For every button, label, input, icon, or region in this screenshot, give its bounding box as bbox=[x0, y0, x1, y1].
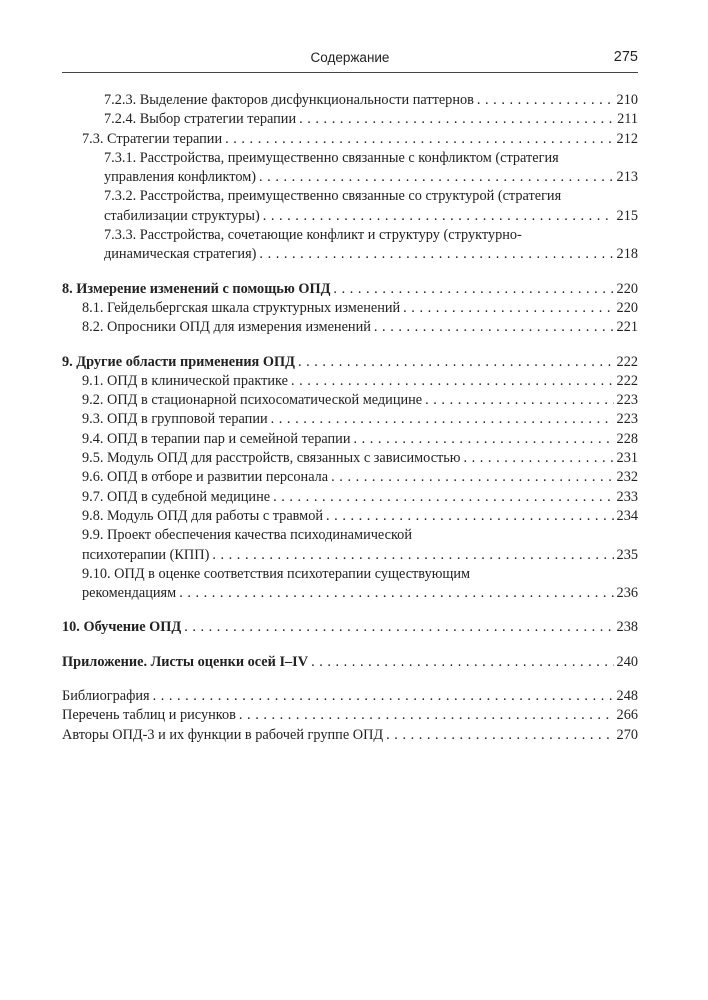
toc-entry-line bbox=[82, 410, 638, 429]
toc-entry[interactable] bbox=[62, 299, 638, 318]
toc-page-number: 215 bbox=[616, 207, 638, 224]
toc-entry[interactable] bbox=[62, 449, 638, 468]
toc-page-number: 233 bbox=[616, 488, 638, 505]
toc-entry[interactable] bbox=[62, 706, 638, 725]
toc-entry[interactable] bbox=[62, 318, 638, 337]
toc-entry-line bbox=[62, 687, 638, 706]
toc-entry-line bbox=[82, 318, 638, 337]
toc-entry-title: динамическая стратегия) bbox=[104, 246, 257, 263]
toc-entry-line bbox=[82, 584, 638, 603]
toc-page-number: 228 bbox=[616, 430, 638, 447]
toc-entry-line bbox=[82, 299, 638, 318]
dot-leader bbox=[403, 299, 613, 318]
toc-page-number: 220 bbox=[616, 299, 638, 316]
toc-entry-line bbox=[62, 706, 638, 725]
toc-page-number: 220 bbox=[616, 280, 638, 297]
toc-entry-line bbox=[62, 726, 638, 745]
toc-entry[interactable] bbox=[62, 187, 638, 226]
toc-entry-line bbox=[104, 110, 638, 129]
dot-leader bbox=[153, 687, 614, 706]
toc-entry-title: рекомендациям bbox=[82, 585, 177, 602]
toc-entry-title: Перечень таблиц и рисунков bbox=[62, 707, 236, 724]
toc-entry[interactable] bbox=[62, 488, 638, 507]
toc-page-number: 234 bbox=[616, 507, 638, 524]
toc-entry[interactable] bbox=[62, 226, 638, 265]
toc-entry-line bbox=[62, 653, 638, 672]
toc-entry-line bbox=[104, 91, 638, 110]
toc-entry-title: 9. Другие области применения ОПД bbox=[62, 353, 295, 370]
toc-entry[interactable] bbox=[62, 687, 638, 706]
toc-entry-title: 7.2.3. Выделение факторов дисфункциональности паттернов bbox=[104, 92, 474, 108]
toc-page-number: 231 bbox=[616, 450, 638, 467]
toc-page-number: 223 bbox=[616, 411, 638, 428]
toc-entry[interactable] bbox=[62, 91, 638, 110]
toc-entry-line bbox=[62, 280, 638, 299]
dot-leader bbox=[298, 353, 614, 372]
toc-entry[interactable] bbox=[62, 507, 638, 526]
toc-entry[interactable] bbox=[62, 280, 638, 299]
dot-leader bbox=[299, 110, 614, 129]
dot-leader bbox=[374, 318, 614, 337]
dot-leader bbox=[184, 618, 613, 637]
toc-entry-line bbox=[104, 226, 638, 245]
toc-entry-title: 9.6. ОПД в отборе и развитии персонала bbox=[82, 469, 329, 486]
toc-entry-line bbox=[62, 618, 638, 637]
toc-page-number: 210 bbox=[616, 92, 638, 108]
toc-entry-line bbox=[82, 546, 638, 565]
dot-leader bbox=[463, 449, 613, 468]
dot-leader bbox=[259, 168, 614, 187]
toc-entry-title: 8.2. Опросники ОПД для измерения изменений bbox=[82, 319, 371, 336]
dot-leader bbox=[331, 468, 613, 487]
toc-page-number: 223 bbox=[616, 392, 638, 409]
toc-entry-line bbox=[104, 149, 638, 168]
toc-page-number: 270 bbox=[616, 726, 638, 743]
toc-entry-title: 9.9. Проект обеспечения качества психодинамической bbox=[82, 527, 412, 544]
toc-entry-title: управления конфликтом) bbox=[104, 169, 257, 186]
toc-entry-title: 9.10. ОПД в оценке соответствия психотерапии существующим bbox=[82, 565, 471, 582]
toc-page-number: 211 bbox=[617, 111, 638, 128]
toc-page-number: 218 bbox=[616, 246, 638, 263]
toc-entry-line bbox=[82, 391, 638, 410]
header-title: Содержание bbox=[310, 50, 390, 65]
toc-entry[interactable] bbox=[62, 565, 638, 604]
toc-entry-title: 7.3. Стратегии терапии bbox=[82, 130, 223, 147]
toc-entry[interactable] bbox=[62, 130, 638, 149]
toc-entry-line bbox=[104, 168, 638, 187]
toc-page-number: 221 bbox=[616, 319, 638, 336]
dot-leader bbox=[225, 130, 613, 149]
toc-entry-title: 9.3. ОПД в групповой терапии bbox=[82, 411, 268, 428]
toc-entry-title: 9.7. ОПД в судебной медицине bbox=[82, 488, 271, 505]
toc-page-number: 236 bbox=[616, 585, 638, 602]
toc-entry-title: 9.8. Модуль ОПД для работы с травмой bbox=[82, 507, 324, 524]
toc-entry[interactable] bbox=[62, 391, 638, 410]
toc-entry-title: 9.1. ОПД в клинической практике bbox=[82, 372, 288, 389]
toc-page-number: 266 bbox=[616, 707, 638, 724]
toc-entry-line bbox=[104, 245, 638, 264]
dot-leader bbox=[311, 653, 613, 672]
toc-entry-title: Приложение. Листы оценки осей I–IV bbox=[62, 653, 309, 670]
toc-entry-title: 10. Обучение ОПД bbox=[62, 619, 182, 636]
dot-leader bbox=[326, 507, 614, 526]
dot-leader bbox=[259, 245, 613, 264]
dot-leader bbox=[291, 372, 614, 391]
toc-entry-title: стабилизации структуры) bbox=[104, 207, 260, 224]
dot-leader bbox=[263, 207, 614, 226]
toc-entry[interactable] bbox=[62, 726, 638, 745]
toc-page-number: 222 bbox=[616, 372, 638, 389]
dot-leader bbox=[239, 706, 614, 725]
toc-entry-title: 7.3.2. Расстройства, преимущественно связанные со структурой (стратегия bbox=[104, 188, 562, 205]
toc-entry-line bbox=[82, 449, 638, 468]
dot-leader bbox=[353, 430, 613, 449]
page-number: 275 bbox=[613, 49, 638, 65]
toc-entry[interactable] bbox=[62, 372, 638, 391]
toc-entry-title: 8.1. Гейдельбергская шкала структурных изменений bbox=[82, 299, 401, 316]
dot-leader bbox=[212, 546, 613, 565]
dot-leader bbox=[179, 584, 613, 603]
dot-leader bbox=[273, 488, 613, 507]
dot-leader bbox=[477, 91, 614, 110]
toc-entry[interactable] bbox=[62, 618, 638, 637]
dot-leader bbox=[425, 391, 613, 410]
toc-entry[interactable] bbox=[62, 526, 638, 565]
toc-entry-line bbox=[82, 526, 638, 545]
toc-entry-line bbox=[82, 130, 638, 149]
toc-entry-line bbox=[82, 488, 638, 507]
toc-entry-title: Авторы ОПД-3 и их функции в рабочей группе ОПД bbox=[62, 726, 384, 743]
toc-entry-line bbox=[104, 187, 638, 206]
toc-entry-title: психотерапии (КПП) bbox=[82, 546, 210, 563]
toc-entry[interactable] bbox=[62, 353, 638, 372]
toc-page-number: 235 bbox=[616, 546, 638, 563]
toc-entry-line bbox=[82, 565, 638, 584]
toc-entry-title: Библиография bbox=[62, 688, 150, 705]
toc-entry-line bbox=[82, 372, 638, 391]
toc-page-number: 232 bbox=[616, 469, 638, 486]
dot-leader bbox=[333, 280, 613, 299]
toc-entry-title: 9.4. ОПД в терапии пар и семейной терапии bbox=[82, 430, 351, 447]
toc-page-number: 240 bbox=[616, 653, 638, 670]
toc-entry-title: 7.2.4. Выбор стратегии терапии bbox=[104, 111, 297, 128]
toc-entry[interactable] bbox=[62, 653, 638, 672]
toc-entry-line bbox=[82, 468, 638, 487]
toc-entry-title: 7.3.1. Расстройства, преимущественно связанные с конфликтом (стратегия bbox=[104, 149, 559, 166]
toc-entry-line bbox=[82, 430, 638, 449]
toc-entry[interactable] bbox=[62, 430, 638, 449]
toc-entry-line bbox=[104, 207, 638, 226]
toc-entry[interactable] bbox=[62, 410, 638, 429]
toc-page-number: 248 bbox=[616, 688, 638, 705]
toc-entry-line bbox=[62, 353, 638, 372]
toc-entry-title: 9.5. Модуль ОПД для расстройств, связанных с зависимостью bbox=[82, 450, 461, 467]
toc-page-number: 238 bbox=[616, 619, 638, 636]
toc-entry-title: 8. Измерение изменений с помощью ОПД bbox=[62, 280, 331, 297]
toc-entry-line bbox=[82, 507, 638, 526]
running-header bbox=[62, 48, 638, 73]
toc-entry-title: 7.3.3. Расстройства, сочетающие конфликт и структуру (структурно- bbox=[104, 227, 522, 244]
toc-page-number: 212 bbox=[616, 130, 638, 147]
toc-entry[interactable] bbox=[62, 468, 638, 487]
table-of-contents bbox=[62, 91, 638, 745]
toc-page-number: 213 bbox=[616, 169, 638, 186]
toc-page-number: 222 bbox=[616, 353, 638, 370]
dot-leader bbox=[386, 726, 613, 745]
toc-entry[interactable] bbox=[62, 110, 638, 129]
toc-entry[interactable] bbox=[62, 149, 638, 188]
dot-leader bbox=[271, 410, 614, 429]
toc-entry-title: 9.2. ОПД в стационарной психосоматической медицине bbox=[82, 392, 423, 409]
